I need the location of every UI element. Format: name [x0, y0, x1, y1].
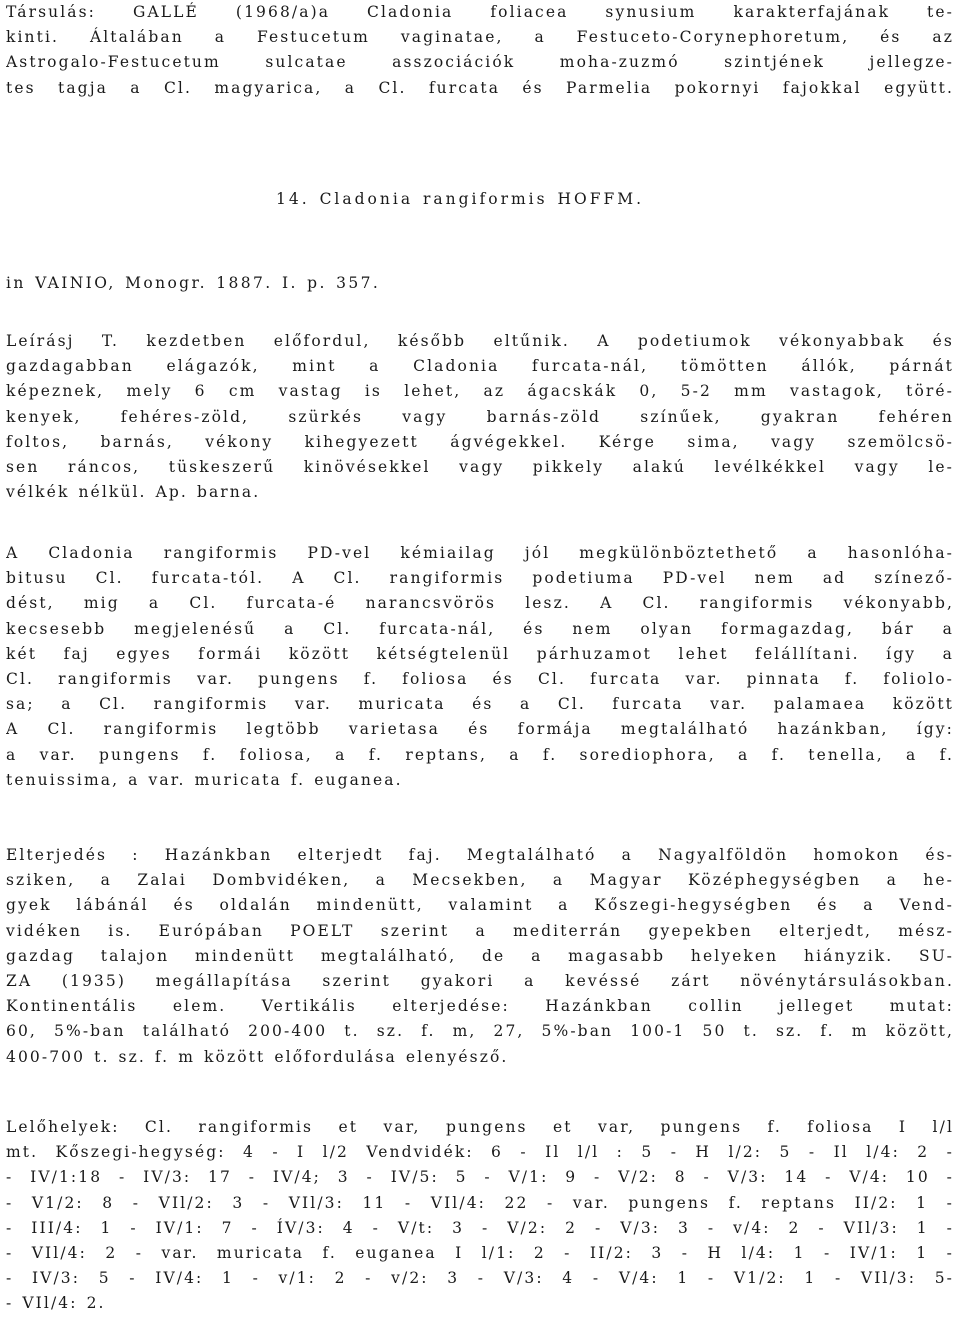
intro-paragraph	[6, 0, 954, 101]
species-source-block	[6, 271, 954, 296]
text-line: ZA (1935) megállapítása szerint gyakori a kevéssé zárt növénytársulásokban.	[6, 971, 954, 990]
comparison-paragraph	[6, 541, 954, 793]
text-line: 60, 5%-ban található 200-400 t. sz. f. m, 27, 5%-ban 100-1 50 t. sz. f. m között,	[6, 1022, 954, 1041]
text-line: Elterjedés : Hazánkban elterjedt faj. Megtalálható a Nagyalföldön homokon és-	[6, 846, 954, 864]
text-line: tenuissima, a var. muricata f. euganea.	[6, 770, 403, 789]
description-paragraph	[6, 329, 954, 505]
text-line: mt. Kőszegi-hegység: 4 - I l/2 Vendvidék: 6 - Il l/l : 5 - H l/2: 5 - Il l/4: 2 -	[6, 1143, 954, 1162]
text-line: kenyek, fehéres-zöld, szürkés vagy barnás-zöld színűek, gyakran fehéren	[6, 407, 954, 426]
text-line: - IV/3: 5 - IV/4: 1 - v/1: 2 - v/2: 3 - V/3: 4 - V/4: 1 - V1/2: 1 - VIl/3: 5-	[6, 1269, 954, 1288]
text-line: - IV/1:18 - IV/3: 17 - IV/4; 3 - IV/5: 5 - V/1: 9 - V/2: 8 - V/3: 14 - V/4: 10 -	[6, 1168, 954, 1187]
text-line: 400-700 t. sz. f. m között előfordulása elenyésző.	[6, 1047, 509, 1066]
text-line: Cl. rangiformis var. pungens f. foliosa és Cl. furcata var. pinnata f. foliolo-	[6, 669, 954, 688]
text-line: Társulás: GALLÉ (1968/a)a Cladonia foliacea synusium karakterfajának te-	[6, 3, 954, 21]
text-line: - VIl/4: 2.	[6, 1294, 106, 1313]
text-line: foltos, barnás, vékony kihegyezett ágvégekkel. Kérge sima, vagy szemölcsö-	[6, 432, 954, 451]
text-line: Astrogalo-Festucetum sulcatae asszociációk moha-zuzmó szintjének jellegze-	[6, 53, 954, 72]
text-line: vidéken is. Európában POELT szerint a mediterrán gyepekben elterjedt, mész-	[6, 921, 954, 940]
text-line: a var. pungens f. foliosa, a f. reptans, a f. sorediophora, a f. tenella, a f.	[6, 745, 954, 764]
text-line: sa; a Cl. rangiformis var. muricata és a Cl. furcata var. palamaea között	[6, 695, 954, 714]
localities-paragraph	[6, 1115, 954, 1317]
text-line: Kontinentális elem. Vertikális elterjedése: Hazánkban collin jelleget mutat:	[6, 997, 954, 1016]
text-line: - III/4: 1 - IV/1: 7 - ÍV/3: 4 - V/t: 3 - V/2: 2 - V/3: 3 - v/4: 2 - VIl/3: 1 -	[6, 1218, 954, 1237]
text-line: kinti. Általában a Festucetum vaginatae, a Festuceto-Corynephoretum, és az	[6, 28, 954, 47]
text-line: sziken, a Zalai Dombvidéken, a Mecsekben, a Magyar Középhegységben a he-	[6, 871, 954, 890]
text-line: dést, mig a Cl. furcata-é narancsvörös lesz. A Cl. rangiformis vékonyabb,	[6, 594, 954, 613]
text-line: gyek lábánál és oldalán mindenütt, valamint a Kőszegi-hegységben és a Vend-	[6, 896, 954, 915]
text-line: vélkék nélkül. Ap. barna.	[6, 483, 261, 502]
species-source: in VAINIO, Monogr. 1887. I. p. 357.	[6, 274, 381, 292]
text-line: - V1/2: 8 - VIl/2: 3 - VIl/3: 11 - VIl/4: 22 - var. pungens f. reptans II/2: 1 -	[6, 1193, 954, 1212]
text-line: két faj egyes formái között kétségtelenül párhuzamot lehet felállítani. így a	[6, 644, 954, 663]
text-line: A Cladonia rangiformis PD-vel kémiailag jól megkülönböztethető a hasonlóha-	[6, 544, 954, 562]
text-line: bitusu Cl. furcata-tól. A Cl. rangiformis podetiuma PD-vel nem ad színező-	[6, 569, 954, 588]
text-line: sen ráncos, tüskeszerű kinövésekkel vagy pikkely alakú levélkékkel vagy le-	[6, 457, 954, 476]
text-line: kecsesebb megjelenésű a Cl. furcata-nál, és nem olyan formagazdag, bár a	[6, 619, 954, 638]
text-line: - VIl/4: 2 - var. muricata f. euganea I l/1: 2 - II/2: 3 - H l/4: 1 - IV/1: 1 -	[6, 1243, 954, 1262]
text-line: gazdag talajon mindenütt megtalálható, de a magasabb helyeken hiányzik. SU-	[6, 946, 954, 965]
distribution-paragraph	[6, 843, 954, 1070]
species-heading-block	[6, 187, 954, 212]
text-line: képeznek, mely 6 cm vastag is lehet, az ágacskák 0, 5-2 mm vastagok, töré-	[6, 382, 954, 401]
species-heading: 14. Cladonia rangiformis HOFFM.	[276, 190, 645, 208]
text-line: tes tagja a Cl. magyarica, a Cl. furcata és Parmelia pokornyi fajokkal együtt.	[6, 78, 954, 97]
text-line: gazdagabban elágazók, mint a Cladonia furcata-nál, tömötten állók, párnát	[6, 357, 954, 376]
text-line: A Cl. rangiformis legtöbb varietasa és formája megtalálható hazánkban, így:	[6, 720, 954, 739]
text-line: Lelőhelyek: Cl. rangiformis et var, pungens et var, pungens f. foliosa I l/l	[6, 1118, 954, 1136]
text-line: Leírásj T. kezdetben előfordul, később eltűnik. A podetiumok vékonyabbak és	[6, 332, 954, 350]
